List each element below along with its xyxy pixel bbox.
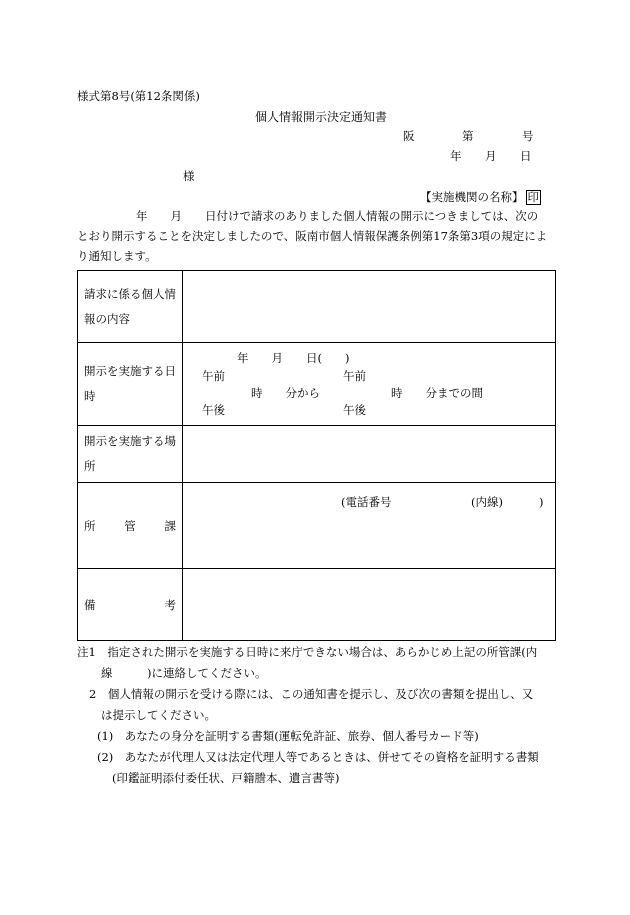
note-2-item-1: (1) あなたの身分を証明する書類(運転免許証、旅券、個人番号カード等) bbox=[97, 729, 479, 743]
field-disclosure-place[interactable] bbox=[183, 426, 556, 483]
field-remarks[interactable] bbox=[183, 569, 556, 641]
label-line: 開示を実施する場 bbox=[84, 434, 176, 448]
label-disclosure-place bbox=[78, 426, 183, 483]
field-disclosure-datetime[interactable] bbox=[183, 343, 556, 426]
doc-ref-prefix: 阪 bbox=[403, 129, 415, 143]
doc-ref-dai: 第 bbox=[462, 129, 474, 143]
datetime-date-line: 年 月 日( ) bbox=[237, 351, 350, 365]
date-day: 日 bbox=[520, 149, 532, 163]
date-year: 年 bbox=[450, 149, 462, 163]
body-line-2: とおり開示することを決定しましたので、阪南市個人情報保護条例第17条第3項の規定によ bbox=[77, 229, 548, 243]
label-line: 報の内容 bbox=[84, 311, 130, 326]
until-time-text: 時 分までの間 bbox=[391, 386, 483, 400]
body-line-1: 年 月 日付けで請求のありました個人情報の開示につきましては、次の bbox=[136, 209, 539, 223]
label-char: 考 bbox=[164, 597, 176, 612]
note-1-line-2: 線 )に連絡してください。 bbox=[101, 666, 267, 680]
table-row-disclosure-datetime bbox=[78, 343, 556, 426]
note-2-line-2: は提示してください。 bbox=[101, 708, 216, 722]
date-month: 月 bbox=[485, 149, 497, 163]
note-2-item-2-line-2: (印鑑証明添付委任状、戸籍謄本、遺言書等) bbox=[112, 771, 340, 785]
label-char: 管 bbox=[124, 518, 136, 533]
label-line: 所 bbox=[84, 459, 96, 473]
addressee-suffix: 様 bbox=[183, 169, 195, 183]
table-row-request-content bbox=[78, 271, 556, 343]
note-1-line-1: 注1 指定された開示を実施する日時に来庁できない場合は、あらかじめ上記の所管課(内 bbox=[77, 645, 538, 659]
phone-number-label: (電話番号 bbox=[341, 495, 392, 509]
table-row-disclosure-place bbox=[78, 426, 556, 483]
label-disclosure-datetime bbox=[78, 343, 183, 426]
label-remarks bbox=[78, 569, 183, 641]
body-line-3: り通知します。 bbox=[77, 249, 157, 263]
am-label-start: 午前 bbox=[202, 369, 225, 383]
label-line: 開示を実施する日 bbox=[84, 364, 176, 378]
doc-ref-go: 号 bbox=[522, 129, 534, 143]
table-row-remarks bbox=[78, 569, 556, 641]
label-line: 請求に係る個人情 bbox=[84, 286, 176, 301]
label-responsible-section bbox=[78, 483, 183, 569]
label-char: 所 bbox=[84, 518, 96, 533]
form-number: 様式第8号(第12条関係) bbox=[77, 89, 200, 103]
seal-mark: 印 bbox=[527, 190, 539, 204]
note-2-item-2-line-1: (2) あなたが代理人又は法定代理人等であるときは、併せてその資格を証明する書類 bbox=[97, 750, 539, 764]
label-line: 時 bbox=[84, 389, 96, 403]
extension-label: (内線) bbox=[471, 495, 503, 509]
field-responsible-section[interactable] bbox=[183, 483, 556, 569]
note-2-line-1: 2 個人情報の開示を受ける際には、この通知書を提示し、及び次の書類を提出し、又 bbox=[89, 687, 534, 701]
document-title: 個人情報開示決定通知書 bbox=[255, 110, 388, 124]
from-time-text: 時 分から bbox=[251, 386, 320, 400]
agency-label: 【実施機関の名称】 bbox=[420, 190, 524, 204]
am-label-end: 午前 bbox=[343, 369, 366, 383]
table-row-responsible-section bbox=[78, 483, 556, 569]
pm-label-start: 午後 bbox=[202, 403, 225, 417]
pm-label-end: 午後 bbox=[343, 403, 366, 417]
phone-close-paren: ) bbox=[539, 495, 544, 509]
disclosure-table bbox=[77, 270, 556, 641]
label-char: 課 bbox=[164, 518, 176, 533]
agency-name-line bbox=[420, 190, 541, 205]
label-request-content bbox=[78, 271, 183, 343]
field-request-content[interactable] bbox=[183, 271, 556, 343]
label-char: 備 bbox=[84, 597, 96, 612]
